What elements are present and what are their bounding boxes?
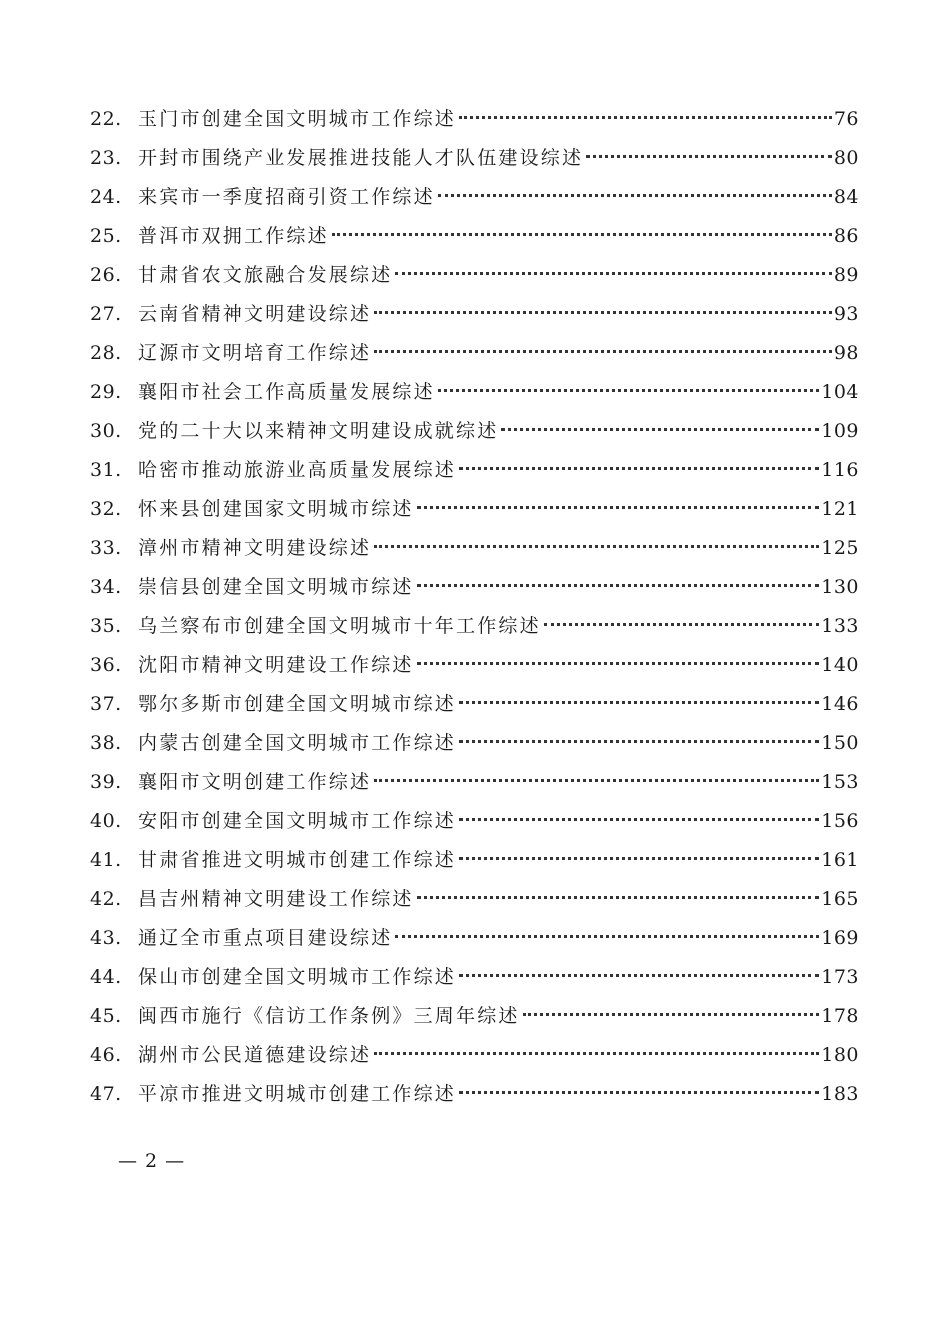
toc-entry-title: 党的二十大以来精神文明建设成就综述: [138, 420, 499, 442]
dot-leader: [544, 622, 819, 626]
dot-leader: [417, 583, 820, 587]
toc-entry-number: 25.: [90, 225, 122, 247]
toc-entry-title: 昌吉州精神文明建设工作综述: [138, 888, 414, 910]
toc-entry-number: 22.: [90, 108, 122, 130]
dot-leader: [459, 466, 819, 470]
toc-entry: [90, 1036, 859, 1075]
toc-entry-page: 89: [833, 264, 859, 286]
toc-entry-number: 27.: [90, 303, 122, 325]
toc-entry-number: 42.: [90, 888, 122, 910]
toc-entry: [90, 841, 859, 880]
dot-leader: [395, 934, 819, 938]
toc-entry-number: 44.: [90, 966, 122, 988]
toc-entry-page: 121: [821, 498, 859, 520]
toc-entry: [90, 100, 859, 139]
toc-entry: [90, 334, 859, 373]
toc-entry-page: 104: [821, 381, 859, 403]
toc-entry-page: 178: [821, 1005, 859, 1027]
toc-entry-page: 116: [821, 459, 859, 481]
toc-entry-number: 40.: [90, 810, 122, 832]
toc-entry-page: 109: [821, 420, 859, 442]
toc-entry-number: 34.: [90, 576, 122, 598]
toc-entry-title: 沈阳市精神文明建设工作综述: [138, 654, 414, 676]
toc-entry-page: 165: [821, 888, 859, 910]
dot-leader: [501, 427, 819, 431]
toc-entry: [90, 763, 859, 802]
toc-entry: [90, 1075, 859, 1114]
toc-entry: [90, 139, 859, 178]
dot-leader: [417, 895, 820, 899]
toc-entry: [90, 451, 859, 490]
toc-entry-page: 180: [821, 1044, 859, 1066]
toc-entry-number: 38.: [90, 732, 122, 754]
toc-entry-title: 甘肃省农文旅融合发展综述: [138, 264, 393, 286]
dot-leader: [459, 973, 819, 977]
toc-entry-number: 29.: [90, 381, 122, 403]
toc-entry-title: 湖州市公民道德建设综述: [138, 1044, 372, 1066]
toc-entry-title: 乌兰察布市创建全国文明城市十年工作综述: [138, 615, 541, 637]
toc-entry-number: 45.: [90, 1005, 122, 1027]
dot-leader: [459, 1090, 819, 1094]
toc-entry-number: 30.: [90, 420, 122, 442]
toc-entry: [90, 568, 859, 607]
toc-entry: [90, 997, 859, 1036]
dot-leader: [417, 661, 820, 665]
dot-leader: [395, 271, 831, 275]
dot-leader: [438, 193, 832, 197]
toc-entry-title: 开封市围绕产业发展推进技能人才队伍建设综述: [138, 147, 584, 169]
toc-entry-title: 怀来县创建国家文明城市综述: [138, 498, 414, 520]
toc-entry-page: 183: [821, 1083, 859, 1105]
toc-entry-number: 37.: [90, 693, 122, 715]
toc-entry-number: 43.: [90, 927, 122, 949]
toc-entry-number: 36.: [90, 654, 122, 676]
toc-entry: [90, 412, 859, 451]
toc-entry-page: 161: [821, 849, 859, 871]
toc-entry: [90, 295, 859, 334]
toc-entry-page: 153: [821, 771, 859, 793]
dot-leader: [374, 349, 832, 353]
toc-entry-title: 通辽全市重点项目建设综述: [138, 927, 393, 949]
toc-entry: [90, 958, 859, 997]
toc-entry-page: 76: [833, 108, 859, 130]
table-of-contents: [90, 100, 859, 1114]
dot-leader: [459, 856, 819, 860]
toc-entry-title: 漳州市精神文明建设综述: [138, 537, 372, 559]
toc-entry-number: 24.: [90, 186, 122, 208]
toc-entry-title: 鄂尔多斯市创建全国文明城市综述: [138, 693, 457, 715]
toc-entry-number: 39.: [90, 771, 122, 793]
toc-entry: [90, 373, 859, 412]
toc-entry-title: 襄阳市社会工作高质量发展综述: [138, 381, 435, 403]
dot-leader: [586, 154, 832, 158]
toc-entry-number: 33.: [90, 537, 122, 559]
dot-leader: [459, 817, 819, 821]
toc-entry-page: 146: [821, 693, 859, 715]
dot-leader: [374, 778, 819, 782]
toc-entry-page: 80: [833, 147, 859, 169]
toc-entry-title: 安阳市创建全国文明城市工作综述: [138, 810, 457, 832]
toc-entry-page: 84: [833, 186, 859, 208]
toc-entry-number: 23.: [90, 147, 122, 169]
toc-entry: [90, 178, 859, 217]
dot-leader: [374, 544, 819, 548]
dot-leader: [374, 1051, 819, 1055]
page-number: — 2 —: [118, 1150, 186, 1172]
toc-entry-page: 156: [821, 810, 859, 832]
dot-leader: [438, 388, 819, 392]
toc-entry: [90, 802, 859, 841]
toc-entry-number: 41.: [90, 849, 122, 871]
toc-entry: [90, 724, 859, 763]
toc-entry-number: 35.: [90, 615, 122, 637]
dot-leader: [459, 700, 819, 704]
toc-entry-title: 玉门市创建全国文明城市工作综述: [138, 108, 457, 130]
dot-leader: [417, 505, 820, 509]
toc-entry: [90, 919, 859, 958]
toc-entry-page: 98: [833, 342, 859, 364]
toc-entry-page: 169: [821, 927, 859, 949]
toc-entry-number: 26.: [90, 264, 122, 286]
toc-entry-title: 辽源市文明培育工作综述: [138, 342, 372, 364]
toc-entry-title: 襄阳市文明创建工作综述: [138, 771, 372, 793]
toc-entry-title: 平凉市推进文明城市创建工作综述: [138, 1083, 457, 1105]
toc-entry: [90, 256, 859, 295]
toc-entry-page: 130: [821, 576, 859, 598]
dot-leader: [459, 115, 832, 119]
toc-entry-page: 150: [821, 732, 859, 754]
toc-entry-number: 46.: [90, 1044, 122, 1066]
toc-entry-number: 32.: [90, 498, 122, 520]
toc-entry: [90, 880, 859, 919]
toc-entry: [90, 217, 859, 256]
toc-entry-title: 崇信县创建全国文明城市综述: [138, 576, 414, 598]
toc-entry-number: 31.: [90, 459, 122, 481]
toc-entry-title: 来宾市一季度招商引资工作综述: [138, 186, 435, 208]
dot-leader: [459, 739, 819, 743]
dot-leader: [332, 232, 832, 236]
toc-entry-title: 闽西市施行《信访工作条例》三周年综述: [138, 1005, 520, 1027]
toc-entry-title: 哈密市推动旅游业高质量发展综述: [138, 459, 457, 481]
toc-entry: [90, 607, 859, 646]
toc-entry-title: 保山市创建全国文明城市工作综述: [138, 966, 457, 988]
toc-entry: [90, 490, 859, 529]
toc-entry-title: 普洱市双拥工作综述: [138, 225, 329, 247]
toc-entry-number: 47.: [90, 1083, 122, 1105]
dot-leader: [523, 1012, 820, 1016]
dot-leader: [374, 310, 832, 314]
toc-entry: [90, 685, 859, 724]
toc-entry-title: 云南省精神文明建设综述: [138, 303, 372, 325]
toc-entry-page: 93: [833, 303, 859, 325]
toc-entry: [90, 529, 859, 568]
toc-entry-title: 内蒙古创建全国文明城市工作综述: [138, 732, 457, 754]
toc-entry: [90, 646, 859, 685]
toc-entry-page: 125: [821, 537, 859, 559]
toc-entry-page: 140: [821, 654, 859, 676]
toc-entry-number: 28.: [90, 342, 122, 364]
toc-entry-page: 173: [821, 966, 859, 988]
toc-entry-page: 133: [821, 615, 859, 637]
toc-entry-title: 甘肃省推进文明城市创建工作综述: [138, 849, 457, 871]
toc-entry-page: 86: [833, 225, 859, 247]
